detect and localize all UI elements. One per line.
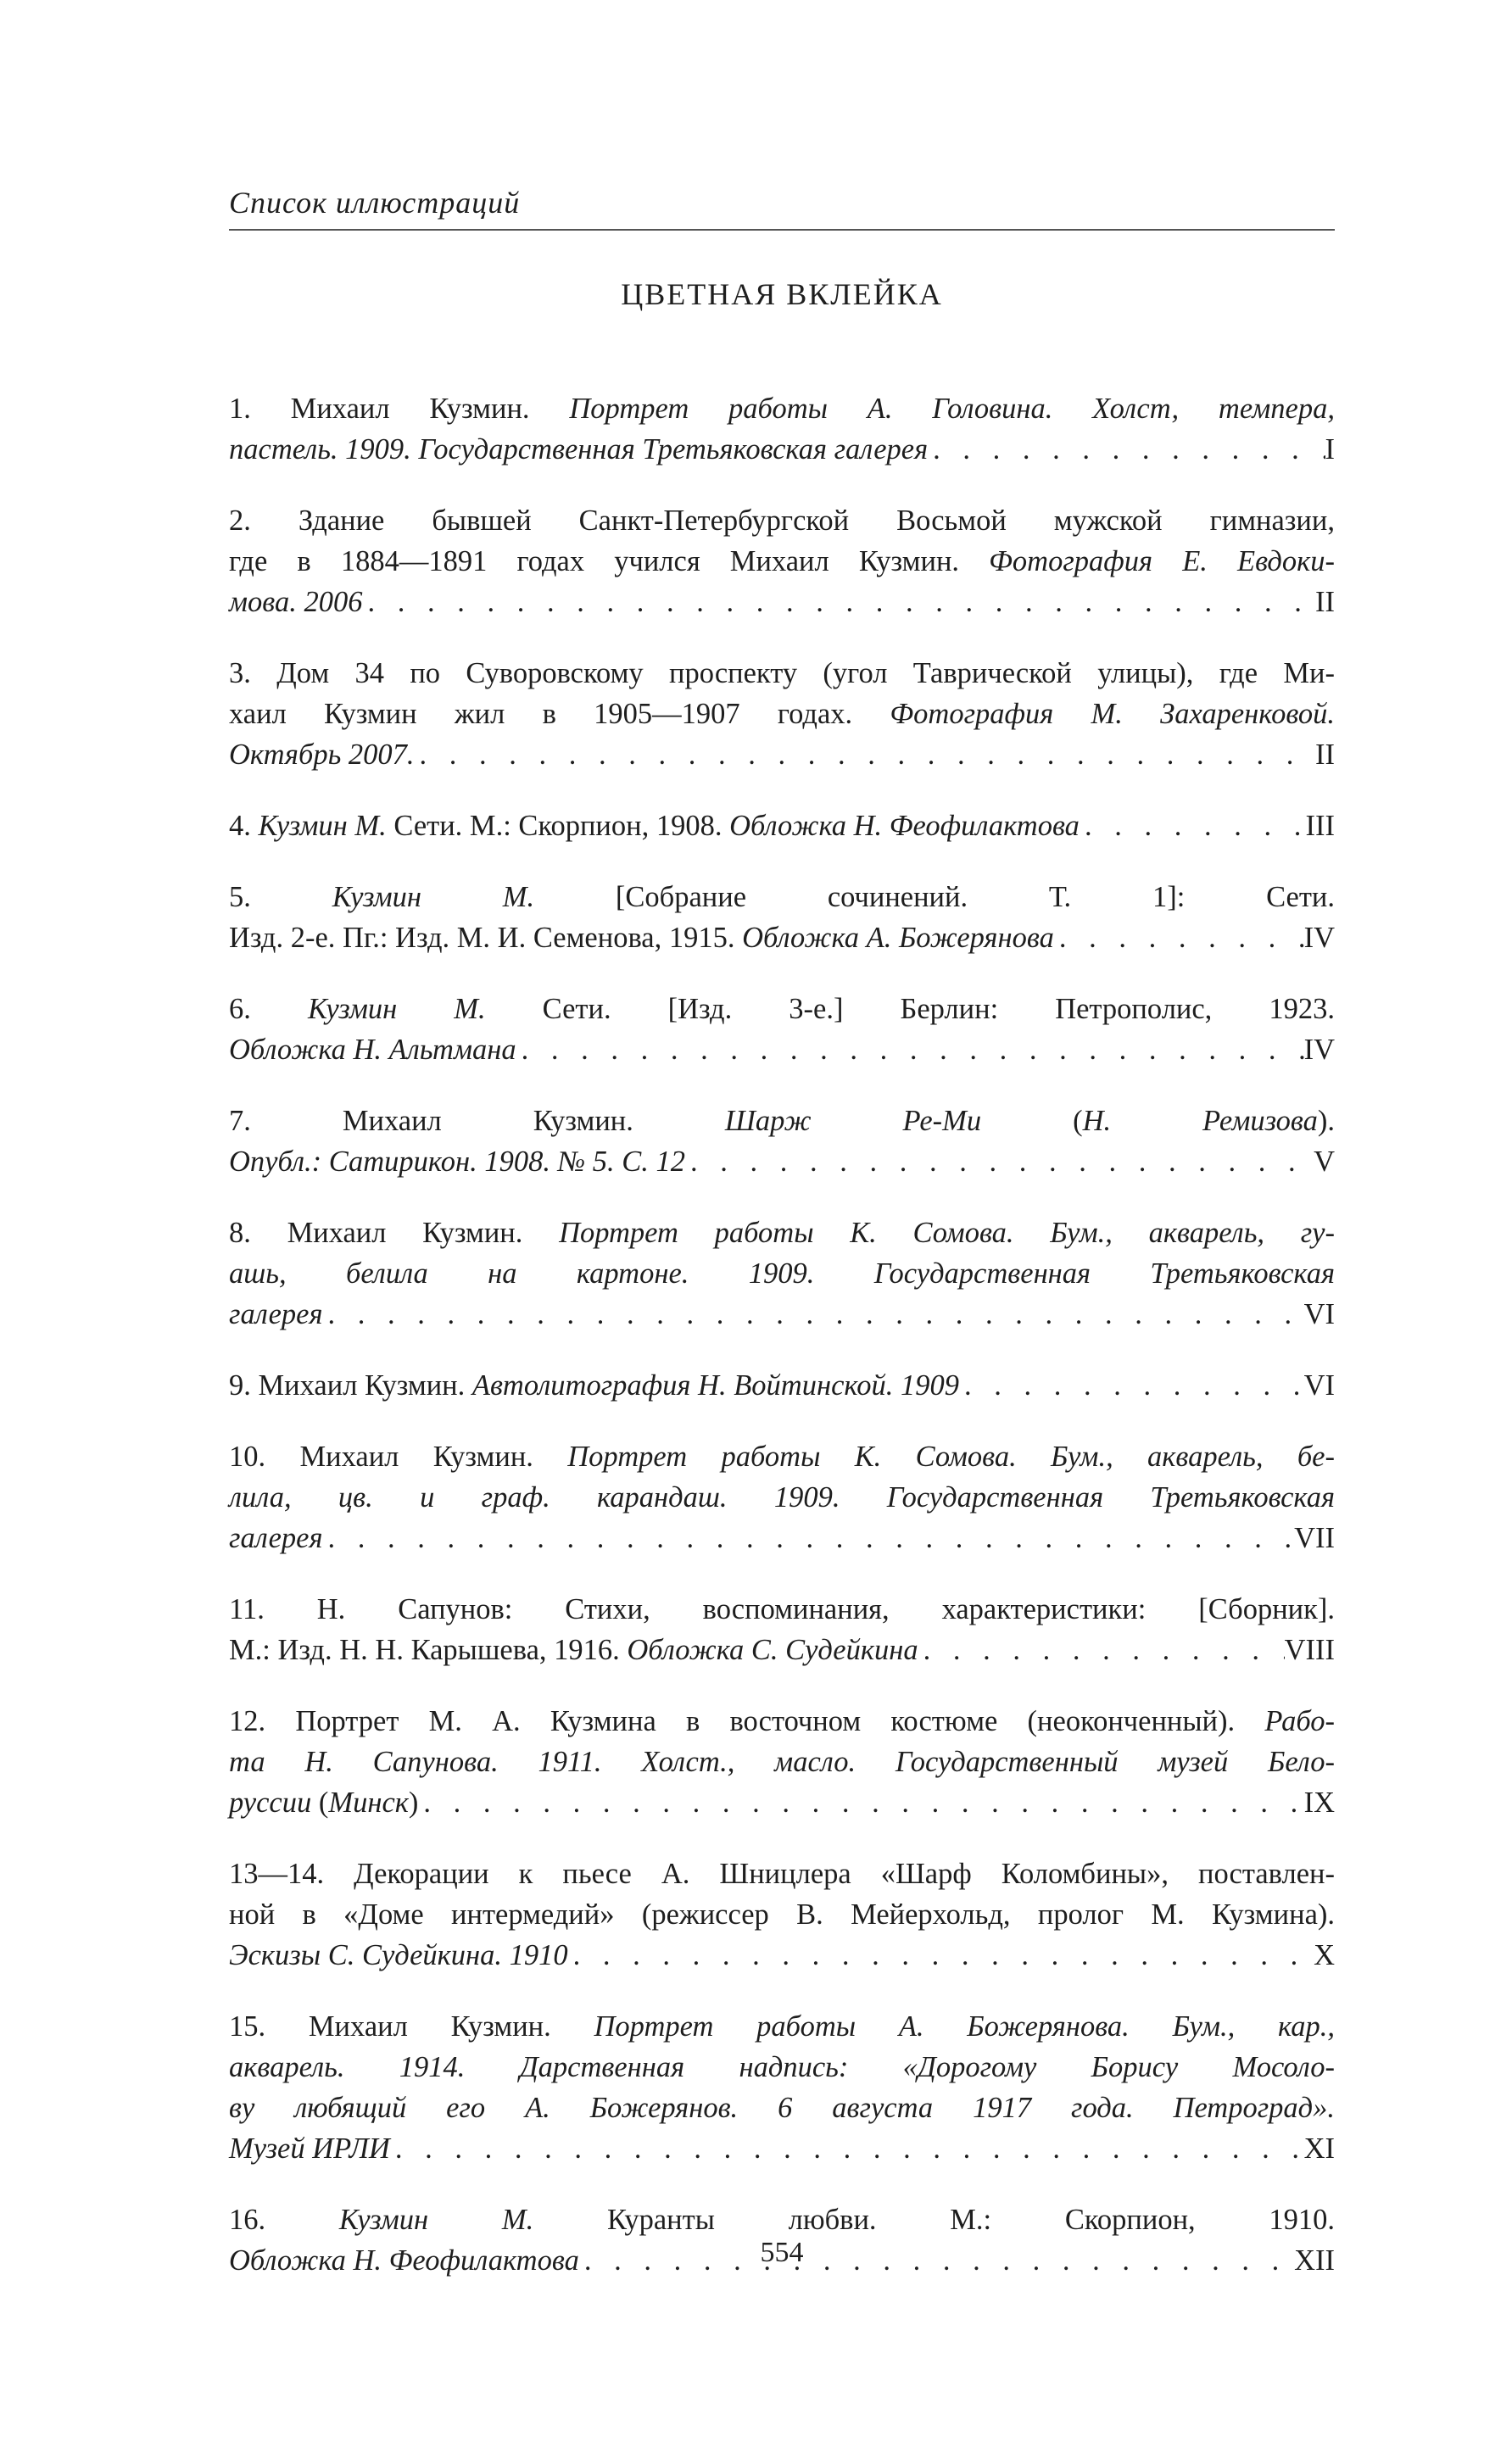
entry-line: [229, 653, 1335, 694]
text: ной в «Доме интермедий» (режиссер В. Мейерхольд, пролог М. Кузмина).: [229, 1898, 1335, 1931]
dot-leader: [685, 1141, 1314, 1182]
entry-last-line: [229, 2128, 1335, 2169]
text: 4.: [229, 810, 259, 842]
plate-number: IV: [1303, 1034, 1335, 1066]
entry-line: [229, 1212, 1335, 1253]
italic-text: Фотография Е. Евдоки-: [989, 545, 1335, 577]
entry-last-line: [229, 1141, 1335, 1182]
text: Изд. 2-е. Пг.: Изд. М. И. Семенова, 1915.: [229, 922, 743, 954]
text: 16.: [229, 2204, 339, 2236]
text: 12. Портрет М. А. Кузмина в восточном костюме (неоконченный).: [229, 1705, 1265, 1737]
italic-text: ву любящий его А. Божерянов. 6 августа 1917 года. Петроград».: [229, 2092, 1335, 2124]
entry-last-line: [229, 1365, 1335, 1406]
entry-text: [229, 734, 415, 775]
plate-number: XI: [1303, 2132, 1335, 2165]
entry-text: [229, 429, 928, 470]
dot-leader: [959, 1365, 1304, 1406]
entry-text: [229, 1141, 685, 1182]
italic-text: Минск: [328, 1787, 409, 1819]
entry-line: [229, 1101, 1335, 1141]
italic-text: та Н. Сапунова. 1911. Холст., масло. Государственный музей Бело-: [229, 1746, 1335, 1778]
plate-number: IV: [1303, 922, 1335, 954]
dot-leader: [415, 734, 1315, 775]
entry-text: [229, 2128, 390, 2169]
text: 13—14. Декорации к пьесе А. Шницлера «Шарф Коломбины», поставлен-: [229, 1858, 1335, 1890]
italic-text: Портрет работы К. Сомова. Бум., акварель, гу-: [559, 1217, 1335, 1249]
entry-text: [229, 806, 1080, 846]
entry-line: [229, 1742, 1335, 1782]
entry-line: [229, 1701, 1335, 1742]
dot-leader: [323, 1294, 1304, 1335]
list-item: [229, 500, 1335, 622]
dot-leader: [1080, 806, 1306, 846]
entry-line: [229, 388, 1335, 429]
italic-text: акварель. 1914. Дарственная надпись: «Дорогому Борису Мосоло-: [229, 2051, 1335, 2083]
plate-number: VI: [1303, 1369, 1335, 1402]
entry-line: [229, 989, 1335, 1029]
text: 8. Михаил Кузмин.: [229, 1217, 560, 1249]
plate-number: X: [1314, 1939, 1335, 1971]
entry-line: [229, 877, 1335, 917]
plate-number: VIII: [1284, 1634, 1335, 1666]
dot-leader: [928, 429, 1325, 470]
entry-last-line: [229, 806, 1335, 846]
text: 11. Н. Сапунов: Стихи, воспоминания, характеристики: [Сборник].: [229, 1593, 1335, 1625]
entry-last-line: [229, 917, 1335, 958]
entry-line: [229, 1589, 1335, 1630]
entry-text: [229, 1935, 568, 1976]
entry-text: [229, 1630, 918, 1670]
italic-text: Кузмин М.: [332, 881, 535, 913]
italic-text: галерея: [229, 1298, 323, 1330]
text: Куранты любви. М.: Скорпион, 1910.: [533, 2204, 1336, 2236]
plate-number: VII: [1294, 1522, 1335, 1554]
text: 7. Михаил Кузмин.: [229, 1105, 725, 1137]
text: Сети. [Изд. 3-е.] Берлин: Петрополис, 1923.: [485, 993, 1335, 1025]
entry-line: [229, 1477, 1335, 1518]
text: 6.: [229, 993, 308, 1025]
entry-line: [229, 500, 1335, 541]
italic-text: Кузмин М.: [338, 2204, 534, 2236]
dot-leader: [323, 1518, 1295, 1558]
list-item: [229, 806, 1335, 846]
italic-text: Обложка А. Божерянова: [742, 922, 1054, 954]
italic-text: мова. 2006: [229, 586, 363, 618]
plate-number: III: [1305, 810, 1335, 842]
text: 3. Дом 34 по Суворовскому проспекту (угол Таврической улицы), где Ми-: [229, 657, 1335, 689]
dot-leader: [516, 1029, 1304, 1070]
list-item: [229, 1365, 1335, 1406]
italic-text: ашь, белила на картоне. 1909. Государственная Третьяковская: [229, 1257, 1335, 1290]
italic-text: Портрет работы К. Сомова. Бум., акварель, бе-: [567, 1441, 1335, 1473]
italic-text: Портрет работы А. Головина. Холст, темпера,: [569, 393, 1335, 425]
text: ): [408, 1787, 419, 1819]
text: [Собрание сочинений. Т. 1]: Сети.: [534, 881, 1336, 913]
italic-text: Музей ИРЛИ: [229, 2132, 390, 2165]
text: хаил Кузмин жил в 1905—1907 годах.: [229, 698, 890, 730]
illustration-list: [229, 388, 1335, 2311]
text: 10. Михаил Кузмин.: [229, 1441, 568, 1473]
dot-leader: [568, 1935, 1314, 1976]
italic-text: Обложка Н. Феофилактова: [229, 2244, 579, 2277]
dot-leader: [918, 1630, 1285, 1670]
entry-last-line: [229, 429, 1335, 470]
dot-leader: [390, 2128, 1304, 2169]
dot-leader: [1054, 917, 1304, 958]
header-rule: [229, 229, 1335, 231]
entry-last-line: [229, 582, 1335, 622]
entry-last-line: [229, 1782, 1335, 1823]
entry-last-line: [229, 1630, 1335, 1670]
list-item: [229, 1854, 1335, 1976]
entry-last-line: [229, 1294, 1335, 1335]
entry-line: [229, 2047, 1335, 2088]
text: М.: Изд. Н. Н. Карышева, 1916.: [229, 1634, 628, 1666]
list-item: [229, 1212, 1335, 1335]
entry-last-line: [229, 734, 1335, 775]
italic-text: лила, цв. и граф. карандаш. 1909. Государственная Третьяковская: [229, 1481, 1335, 1514]
italic-text: Шарж Ре-Ми: [724, 1105, 982, 1137]
italic-text: Кузмин М.: [258, 810, 387, 842]
book-page: [229, 0, 1335, 2464]
italic-text: руссии: [229, 1787, 312, 1819]
entry-text: [229, 1782, 418, 1823]
text: 2. Здание бывшей Санкт-Петербургской Восьмой мужской гимназии,: [229, 505, 1335, 537]
dot-leader: [418, 1782, 1303, 1823]
italic-text: Рабо-: [1264, 1705, 1335, 1737]
plate-number: IX: [1303, 1787, 1335, 1819]
list-item: [229, 1701, 1335, 1823]
list-item: [229, 1436, 1335, 1558]
italic-text: Октябрь 2007.: [229, 739, 415, 771]
italic-text: Эскизы С. Судейкина. 1910: [229, 1939, 568, 1971]
italic-text: Портрет работы А. Божерянова. Бум., кар.,: [594, 2010, 1335, 2043]
entry-line: [229, 2199, 1335, 2240]
entry-line: [229, 1894, 1335, 1935]
list-item: [229, 2006, 1335, 2169]
entry-line: [229, 1854, 1335, 1894]
list-item: [229, 877, 1335, 958]
italic-text: Обложка Н. Альтмана: [229, 1034, 516, 1066]
italic-text: пастель. 1909. Государственная Третьяковская галерея: [229, 433, 929, 465]
entry-last-line: [229, 1029, 1335, 1070]
entry-line: [229, 694, 1335, 734]
page-number: 554: [760, 2237, 804, 2268]
text: 15. Михаил Кузмин.: [229, 2010, 594, 2043]
italic-text: Кузмин М.: [307, 993, 486, 1025]
dot-leader: [363, 582, 1316, 622]
italic-text: Н. Ремизова: [1082, 1105, 1318, 1137]
running-head: Список иллюстраций: [229, 186, 521, 220]
plate-number: I: [1325, 433, 1335, 465]
italic-text: Автолитография Н. Войтинской. 1909: [471, 1369, 959, 1402]
list-item: [229, 653, 1335, 775]
plate-number: XII: [1294, 2244, 1335, 2277]
list-item: [229, 1101, 1335, 1182]
italic-text: Обложка Н. Феофилактова: [729, 810, 1080, 842]
plate-number: V: [1314, 1146, 1335, 1178]
italic-text: Фотография М. Захаренковой.: [890, 698, 1335, 730]
italic-text: Опубл.: Сатирикон. 1908. № 5. С. 12: [229, 1146, 686, 1178]
text: Сети. М.: Скорпион, 1908.: [386, 810, 730, 842]
entry-text: [229, 1365, 959, 1406]
text: (: [311, 1787, 329, 1819]
entry-line: [229, 1253, 1335, 1294]
list-item: [229, 388, 1335, 470]
text: 5.: [229, 881, 332, 913]
entry-last-line: [229, 1518, 1335, 1558]
list-item: [229, 989, 1335, 1070]
entry-text: [229, 1029, 516, 1070]
entry-line: [229, 541, 1335, 582]
section-title: ЦВЕТНАЯ ВКЛЕЙКА: [621, 277, 943, 311]
plate-number: II: [1315, 739, 1335, 771]
entry-line: [229, 2088, 1335, 2128]
plate-number: II: [1315, 586, 1335, 618]
entry-line: [229, 1436, 1335, 1477]
list-item: [229, 1589, 1335, 1670]
plate-number: VI: [1303, 1298, 1335, 1330]
italic-text: галерея: [229, 1522, 323, 1554]
entry-text: [229, 1518, 323, 1558]
entry-text: [229, 582, 363, 622]
entry-line: [229, 2006, 1335, 2047]
entry-text: [229, 1294, 323, 1335]
entry-last-line: [229, 1935, 1335, 1976]
entry-text: [229, 917, 1054, 958]
text: 9. Михаил Кузмин.: [229, 1369, 472, 1402]
text: ).: [1317, 1105, 1335, 1137]
text: где в 1884—1891 годах учился Михаил Кузмин.: [229, 545, 990, 577]
text: 1. Михаил Кузмин.: [229, 393, 570, 425]
text: (: [981, 1105, 1083, 1137]
italic-text: Обложка С. Судейкина: [627, 1634, 918, 1666]
